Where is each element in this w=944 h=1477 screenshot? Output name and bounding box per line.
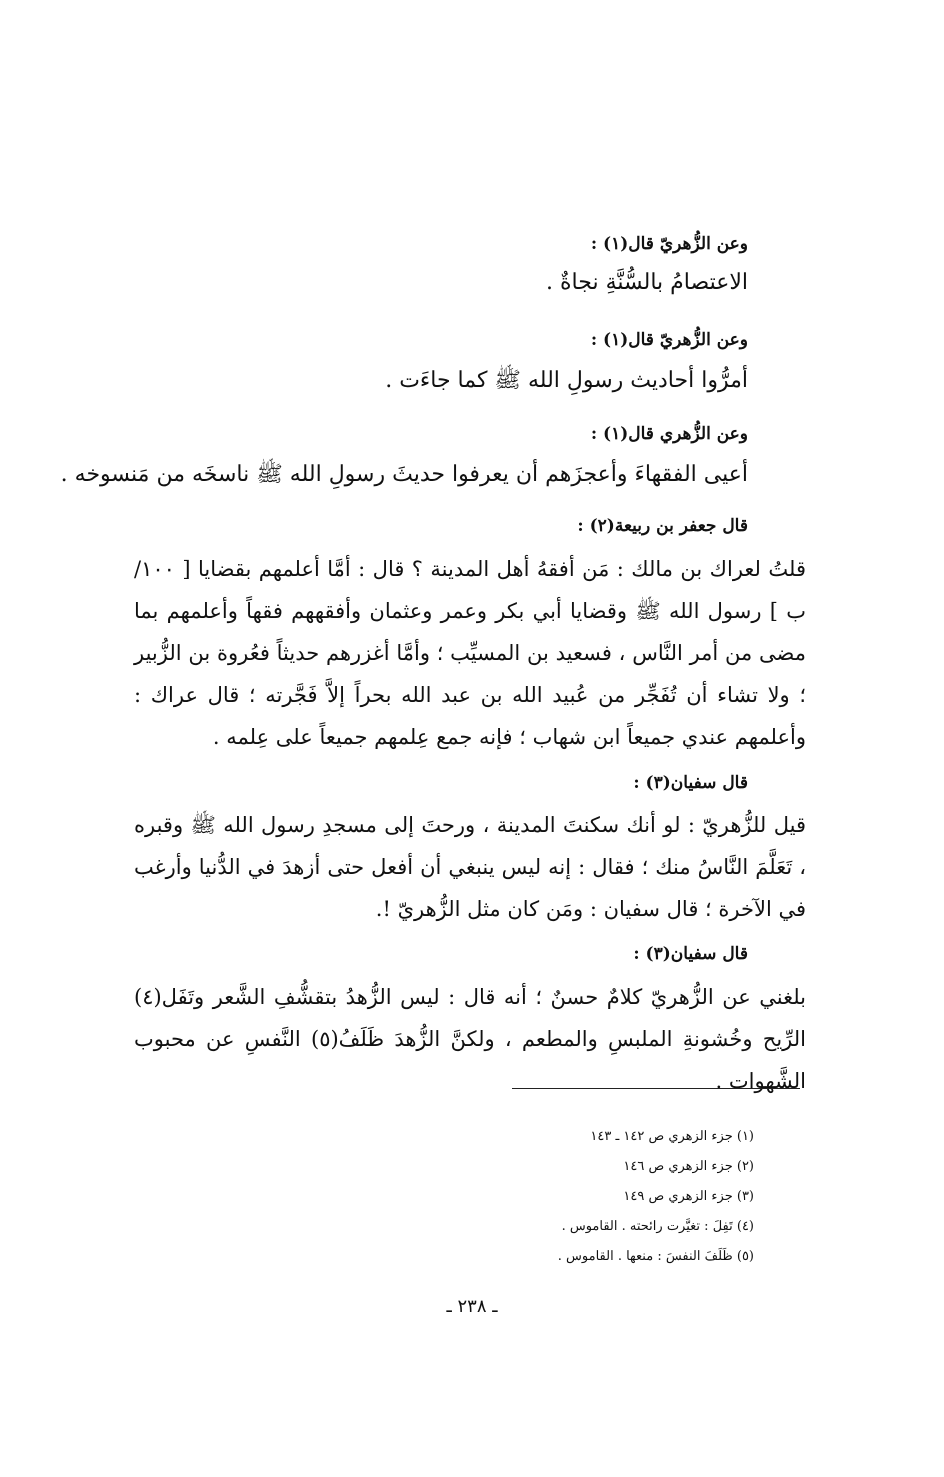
section-quote: الاعتصامُ بالسُّنَّةِ نجاةٌ . bbox=[546, 270, 748, 295]
footnote: (٢) جزء الزهري ص ١٤٦ bbox=[623, 1159, 754, 1174]
footnote: (١) جزء الزهري ص ١٤٢ ـ ١٤٣ bbox=[590, 1129, 754, 1144]
section-intro: قال جعفر بن ربيعة(٢) : bbox=[577, 516, 748, 536]
section-quote: أمرُّوا أحاديث رسولِ الله ﷺ كما جاءَت . bbox=[385, 368, 748, 393]
section-intro: وعن الزُّهريّ قال(١) : bbox=[590, 330, 748, 350]
footnote: (٥) ظَلَفَ النفسَ : منعها . القاموس . bbox=[557, 1249, 754, 1264]
footnote: (٤) تَفِلَ : تغيَّرت رائحته . القاموس . bbox=[561, 1219, 754, 1234]
footnotes bbox=[558, 1122, 754, 1272]
section-intro: قال سفيان(٣) : bbox=[633, 773, 748, 793]
footnote-divider bbox=[512, 1088, 800, 1089]
section-quote: أعيى الفقهاءَ وأعجزَهم أن يعرفوا حديثَ رسولِ الله ﷺ ناسخَه من مَنسوخه . bbox=[60, 462, 748, 487]
footnote: (٣) جزء الزهري ص ١٤٩ bbox=[623, 1189, 754, 1204]
page-number: ـ ٢٣٨ ـ bbox=[446, 1296, 498, 1317]
section-paragraph: قيل للزُّهريّ : لو أنك سكنتَ المدينة ، ورحتَ إلى مسجدِ رسول الله ﷺ وقبره ، تَعَلَّمَ النَّاسُ منك ؛ فقال : إنه ليس ينبغي أن أفعل حتى أزهدَ في الدُّنيا وأرغب في الآخرة ؛ قال سفيان : ومَن كان مثل الزُّهريّ !. bbox=[134, 813, 806, 921]
section-intro: وعن الزُّهري قال(١) : bbox=[590, 424, 748, 444]
section-intro: قال سفيان(٣) : bbox=[633, 944, 748, 964]
section-intro: وعن الزُّهريّ قال(١) : bbox=[590, 234, 748, 254]
section-paragraph: بلغني عن الزُّهريّ كلامٌ حسنٌ ؛ أنه قال : ليس الزُّهدُ بتقشُّفِ الشَّعر وتَفَل(٤) الرِّيح وخُشونةِ الملبسِ والمطعم ، ولكنَّ الزُّهدَ ظَلَفُ(٥) النَّفسِ عن محبوب الشَّهوات . bbox=[134, 985, 807, 1093]
section-paragraph: قلتُ لعراك بن مالك : مَن أفقهُ أهل المدينة ؟ قال : أمَّا أعلمهم بقضايا [ ١٠٠/ب ] رسول الله ﷺ وقضايا أبي بكر وعمر وعثمان وأفقههم فقهاً وأعلمهم بما مضى من أمر النَّاس ، فسعيد بن المسيِّب ؛ وأمَّا أغزرهم حديثاً فعُروة بن الزُّبير ؛ ولا تشاء أن تُفَجِّر من عُبيد الله بن عبد الله بحراً إلاَّ فَجَّرته ؛ قال عراك : وأعلمهم عندي جميعاً ابن شهاب ؛ فإنه جمع عِلمهم جميعاً على عِلمه . bbox=[134, 557, 806, 749]
